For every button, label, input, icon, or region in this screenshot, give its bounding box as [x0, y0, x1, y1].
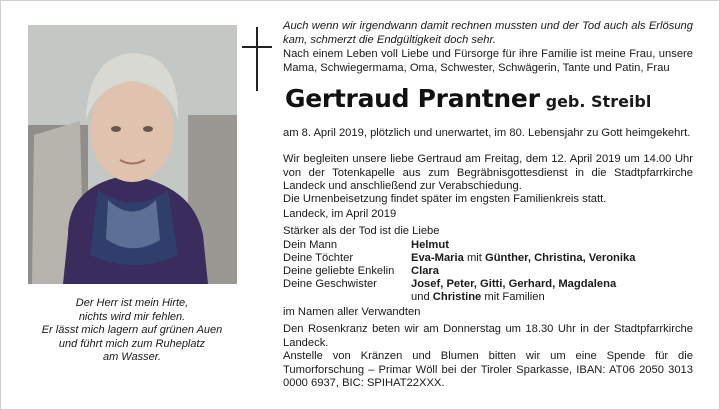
on-behalf-line: im Namen aller Verwandten	[283, 306, 421, 318]
mourner-names	[411, 291, 545, 305]
psalm-line: Der Herr ist mein Hirte,	[75, 297, 189, 309]
funeral-details: Wir begleiten unsere liebe Gertraud am Freitag, dem 12. April 2019 um 14.00 Uhr von der Totenkapelle aus zum Begräbnisgottesdienst in die Stadtpfarrkirche Landeck und anschließend zur Verabschiedung.	[283, 153, 693, 192]
portrait-photo	[28, 25, 237, 284]
name-connector: mit Familien	[481, 291, 545, 303]
portrait-illustration	[28, 25, 237, 284]
motto-line: Stärker als der Tod ist die Liebe	[283, 225, 440, 237]
mourner-names: Josef, Peter, Gitti, Gerhard, Magdalena	[411, 278, 617, 290]
mourner-relation: Deine Töchter	[283, 252, 354, 264]
psalm-quote	[14, 297, 250, 365]
donation-request: Anstelle von Kränzen und Blumen bitten wir um eine Spende für die Tumorforschung – Primar Wöll bei der Tiroler Sparkasse, IBAN: AT06 2050 3013 0000 6937, BIC: SPIHAT22XXX.	[283, 350, 693, 389]
name-connector: und	[411, 291, 433, 303]
psalm-line: nichts wird mir fehlen.	[78, 310, 186, 323]
name-part: Eva-Maria	[411, 252, 464, 264]
psalm-line: Er lässt mich lagern auf grünen Auen	[41, 324, 223, 337]
mourner-names: Clara	[411, 265, 439, 277]
mourner-relation: Dein Mann	[283, 239, 338, 251]
rosary-notice: Den Rosenkranz beten wir am Donnerstag um 18.30 Uhr in der Stadtpfarrkirche Landeck.	[283, 323, 693, 349]
mourner-names: Helmut	[411, 239, 449, 251]
name-part: Christine	[432, 291, 482, 303]
name-connector: mit	[463, 252, 485, 264]
deceased-full-name: Gertraud Prantner	[285, 84, 540, 113]
mourner-names	[411, 252, 635, 266]
deceased-name	[285, 84, 651, 113]
announcement-text: Nach einem Leben voll Liebe und Fürsorge für ihre Familie ist meine Frau, unsere Mama, Schwiegermama, Oma, Schwester, Schwägerin, Tante und Patin, Frau	[283, 48, 693, 74]
intro-text: Auch wenn wir irgendwann damit rechnen mussten und der Tod auch als Erlösung kam, schmerzt die Endgültigkeit doch sehr.	[283, 20, 693, 46]
name-part: Günther, Christina, Veronika	[485, 252, 636, 264]
cross-icon	[242, 27, 272, 91]
place-date: Landeck, im April 2019	[283, 208, 397, 220]
death-notice: am 8. April 2019, plötzlich und unerwartet, im 80. Lebensjahr zu Gott heimgekehrt.	[283, 127, 691, 139]
mourner-relation: Deine geliebte Enkelin	[283, 265, 395, 277]
mourner-relation: Deine Geschwister	[283, 278, 377, 290]
urn-burial-note: Die Urnenbeisetzung findet später im engsten Familienkreis statt.	[283, 193, 607, 205]
birth-name: geb. Streibl	[545, 92, 652, 111]
psalm-line: am Wasser.	[102, 351, 162, 364]
psalm-line: und führt mich zum Ruheplatz	[58, 337, 206, 350]
